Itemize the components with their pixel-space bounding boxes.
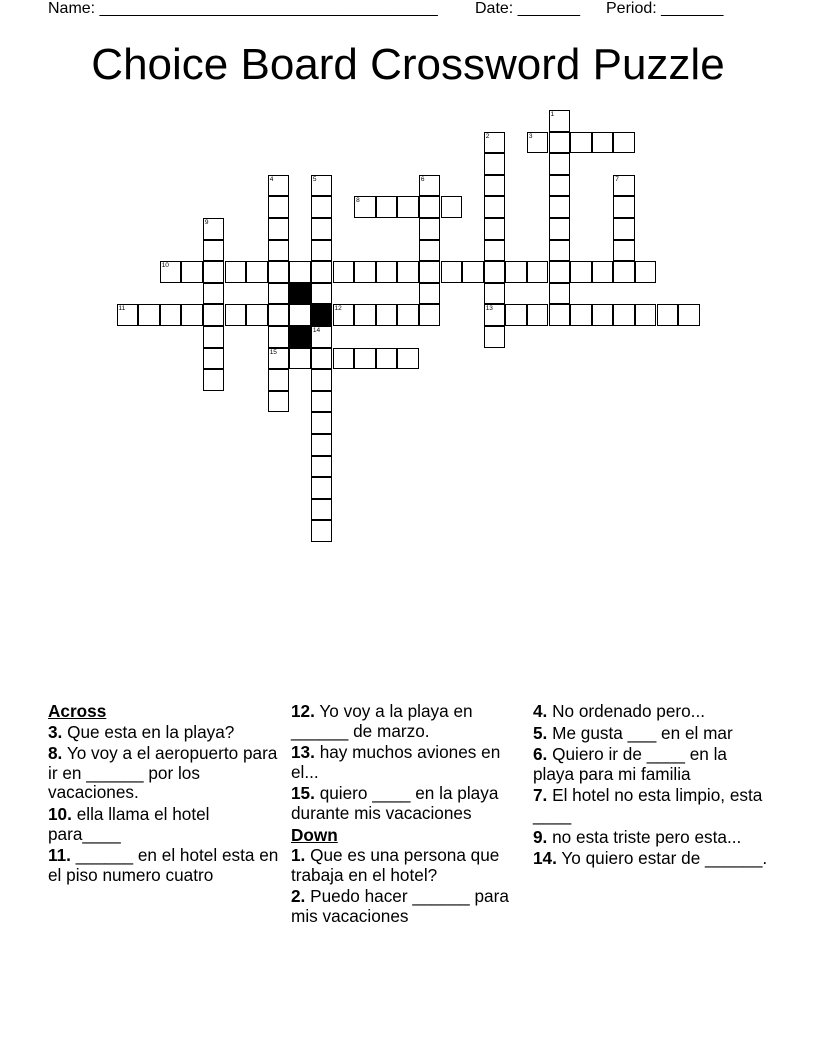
cell-number: 14 [312,327,321,334]
clue-down-2 [291,887,527,926]
cell-number: 3 [528,132,533,140]
grid-cell[interactable] [484,196,506,218]
clue-number: 14. [533,848,557,869]
cell-number: 10 [161,262,169,270]
grid-cell[interactable] [203,326,225,348]
clue-number: 7. [533,785,548,806]
grid-cell[interactable] [289,261,311,283]
clue-number: 8. [48,743,63,764]
grid-cell[interactable] [376,348,398,370]
cell-number: 13 [485,305,493,313]
clue-number: 12. [291,701,315,721]
grid-cell[interactable] [484,153,506,175]
grid-cell[interactable] [419,196,441,218]
grid-cell[interactable] [268,240,290,262]
grid-cell[interactable] [613,304,635,326]
grid-cell[interactable] [311,434,333,456]
clue-text: Me gusta ___ en el mar [552,722,733,743]
grid-cell[interactable] [203,369,225,391]
grid-cell[interactable] [549,175,571,197]
clue-text: Que es una persona que trabaja en el hotel? [291,845,500,885]
cell-number: 12 [334,305,342,313]
grid-cell[interactable] [333,261,355,283]
clue-text: Que esta en la playa? [67,721,235,742]
grid-cell[interactable] [678,304,700,326]
clue-text: ______ en el hotel esta en el piso numero cuatro [48,845,279,885]
grid-cell[interactable] [570,261,592,283]
clue-text: El hotel no esta limpio, esta ____ [533,785,763,825]
grid-cell[interactable] [484,132,506,154]
grid-cell[interactable] [505,261,527,283]
grid-cell[interactable] [419,175,441,197]
clue-across-13 [291,743,527,782]
grid-cell[interactable] [117,304,139,326]
grid-cell[interactable] [181,261,203,283]
clue-across-15 [291,784,527,823]
grid-cell[interactable] [311,326,333,348]
grid-cell[interactable] [570,132,592,154]
grid-cell[interactable] [397,261,419,283]
grid-cell[interactable] [268,304,290,326]
clue-number: 1. [291,845,306,866]
grid-cell[interactable] [333,304,355,326]
grid-cell[interactable] [268,348,290,370]
clue-column-2 [291,702,527,929]
grid-cell[interactable] [268,326,290,348]
grid-cell[interactable] [527,304,549,326]
down-heading: Down [291,824,338,845]
clue-down-14 [533,849,769,869]
across-heading: Across [48,701,107,721]
grid-cell[interactable] [311,175,333,197]
clue-text: Yo quiero estar de ______. [561,848,768,869]
block-cell [289,283,311,305]
page-title: Choice Board Crossword Puzzle [91,40,725,89]
grid-cell[interactable] [311,456,333,478]
grid-cell[interactable] [613,261,635,283]
grid-cell[interactable] [462,261,484,283]
clue-number: 6. [533,744,548,765]
grid-cell[interactable] [419,283,441,305]
grid-cell[interactable] [549,261,571,283]
clue-text: Yo voy a el aeropuerto para ir en ______ por los vacaciones. [48,743,278,803]
clue-down-1 [291,846,527,885]
grid-cell[interactable] [268,369,290,391]
block-cell [311,304,333,326]
grid-cell[interactable] [225,261,247,283]
clue-down-6 [533,745,769,784]
grid-cell[interactable] [311,218,333,240]
grid-cell[interactable] [505,304,527,326]
grid-cell[interactable] [203,240,225,262]
grid-cell[interactable] [613,175,635,197]
grid-cell[interactable] [311,348,333,370]
grid-cell[interactable] [268,196,290,218]
cell-number: 15 [269,348,277,356]
grid-cell[interactable] [354,304,376,326]
grid-cell[interactable] [484,304,506,326]
grid-cell[interactable] [592,132,614,154]
grid-cell[interactable] [376,261,398,283]
cell-number: 2 [485,132,490,140]
grid-cell[interactable] [311,477,333,499]
clue-across-8 [48,744,284,803]
clue-number: 10. [48,803,72,824]
grid-cell[interactable] [311,412,333,434]
grid-cell[interactable] [484,240,506,262]
grid-cell[interactable] [311,196,333,218]
grid-cell[interactable] [333,348,355,370]
clue-number: 11. [48,845,71,866]
grid-cell[interactable] [635,304,657,326]
grid-cell[interactable] [203,304,225,326]
cell-number: 4 [269,175,274,183]
clue-number: 13. [291,742,315,763]
cell-number: 1 [550,111,555,118]
clue-column-1 [48,702,284,887]
clue-text: Puedo hacer ______ para mis vacaciones [291,886,509,926]
grid-cell[interactable] [527,261,549,283]
grid-cell[interactable] [376,196,398,218]
grid-cell[interactable] [160,304,182,326]
grid-cell[interactable] [289,304,311,326]
grid-cell[interactable] [484,326,506,348]
grid-cell[interactable] [549,283,571,305]
clue-number: 4. [533,701,548,721]
clue-across-3 [48,723,284,743]
grid-cell[interactable] [484,261,506,283]
grid-cell[interactable] [484,175,506,197]
clue-text: quiero ____ en la playa durante mis vacaciones [291,783,499,823]
clue-column-3 [533,702,769,871]
grid-cell[interactable] [354,348,376,370]
grid-cell[interactable] [527,132,549,154]
clue-number: 9. [533,826,548,847]
date-field-label[interactable]: Date: _______ [475,0,580,17]
grid-cell[interactable] [484,218,506,240]
grid-cell[interactable] [613,218,635,240]
grid-cell[interactable] [397,196,419,218]
cell-number: 5 [312,175,317,183]
grid-cell[interactable] [549,110,571,132]
grid-cell[interactable] [613,240,635,262]
grid-cell[interactable] [268,283,290,305]
clue-down-5 [533,724,769,744]
grid-cell[interactable] [225,304,247,326]
grid-cell[interactable] [246,304,268,326]
grid-cell[interactable] [311,283,333,305]
grid-cell[interactable] [419,240,441,262]
grid-cell[interactable] [441,196,463,218]
clue-number: 5. [533,722,548,743]
grid-cell[interactable] [549,240,571,262]
grid-cell[interactable] [203,283,225,305]
clue-text: Quiero ir de ____ en la playa para mi familia [533,744,727,784]
grid-cell[interactable] [354,261,376,283]
grid-cell[interactable] [592,304,614,326]
block-cell [289,326,311,348]
cell-number: 7 [615,175,619,183]
grid-cell[interactable] [549,153,571,175]
grid-cell[interactable] [549,218,571,240]
grid-cell[interactable] [419,261,441,283]
grid-cell[interactable] [397,348,419,370]
grid-cell[interactable] [549,304,571,326]
grid-cell[interactable] [311,261,333,283]
grid-cell[interactable] [549,132,571,154]
clue-across-11 [48,846,284,885]
cell-number: 11 [118,305,126,313]
clue-down-7 [533,786,769,825]
grid-cell[interactable] [268,261,290,283]
clue-text: ella llama el hotel para____ [48,803,210,844]
name-field-label[interactable]: Name: ______________________________________ [48,0,438,17]
grid-cell[interactable] [289,348,311,370]
clue-text: No ordenado pero... [552,701,706,721]
grid-cell[interactable] [484,283,506,305]
grid-cell[interactable] [311,240,333,262]
grid-cell[interactable] [613,132,635,154]
grid-cell[interactable] [246,261,268,283]
grid-cell[interactable] [613,196,635,218]
clue-number: 2. [291,886,306,907]
grid-cell[interactable] [376,304,398,326]
clue-number: 3. [48,721,63,742]
grid-cell[interactable] [397,304,419,326]
clue-text: hay muchos aviones en el... [291,742,501,782]
cell-number: 8 [356,197,360,205]
grid-cell[interactable] [419,304,441,326]
clue-text: Yo voy a la playa en ______ de marzo. [291,701,473,741]
grid-cell[interactable] [203,218,225,240]
clue-across-12 [291,702,527,741]
grid-cell[interactable] [419,218,441,240]
grid-cell[interactable] [311,391,333,413]
grid-cell[interactable] [268,391,290,413]
grid-cell[interactable] [138,304,160,326]
grid-cell[interactable] [268,175,290,197]
grid-cell[interactable] [203,261,225,283]
grid-cell[interactable] [549,196,571,218]
period-field-label[interactable]: Period: _______ [606,0,724,17]
clue-down-9 [533,828,769,848]
clue-number: 15. [291,783,315,804]
cell-number: 9 [204,219,209,226]
grid-cell[interactable] [592,261,614,283]
grid-cell[interactable] [268,218,290,240]
grid-cell[interactable] [203,348,225,370]
grid-cell[interactable] [441,261,463,283]
grid-cell[interactable] [311,499,333,521]
clue-down-4 [533,702,769,722]
grid-cell[interactable] [160,261,182,283]
grid-cell[interactable] [354,196,376,218]
cell-number: 6 [420,175,425,183]
grid-cell[interactable] [311,520,333,542]
grid-cell[interactable] [311,369,333,391]
grid-cell[interactable] [181,304,203,326]
clue-text: no esta triste pero esta... [552,826,742,847]
grid-cell[interactable] [635,261,657,283]
grid-cell[interactable] [570,304,592,326]
clue-across-10 [48,805,284,844]
grid-cell[interactable] [657,304,679,326]
